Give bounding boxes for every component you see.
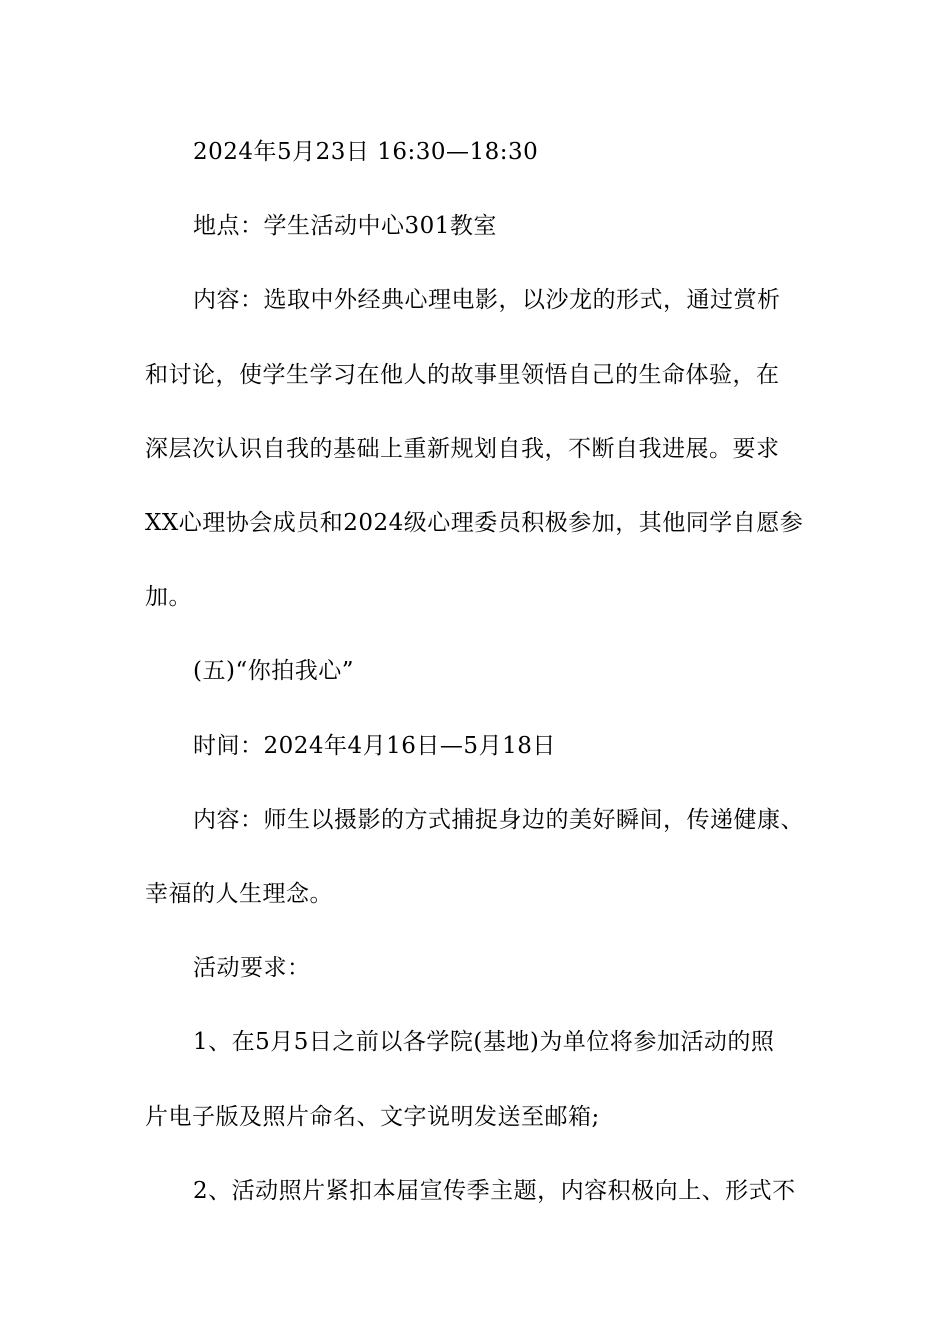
requirement-1-line-1: 1、在5月5日之前以各学院(基地)为单位将参加活动的照 — [193, 1029, 775, 1055]
section-time-line: 时间：2024年4月16日—5月18日 — [193, 733, 556, 759]
event-location-line: 地点：学生活动中心301教室 — [193, 213, 497, 239]
requirements-heading: 活动要求： — [193, 955, 311, 981]
section-content-line-1: 内容：师生以摄影的方式捕捉身边的美好瞬间，传递健康、 — [193, 807, 804, 833]
requirement-1-line-2: 片电子版及照片命名、文字说明发送至邮箱; — [145, 1104, 600, 1130]
content-paragraph-line-2: 和讨论，使学生学习在他人的故事里领悟自己的生命体验，在 — [145, 362, 780, 388]
section-heading: (五)“你拍我心” — [193, 658, 354, 684]
requirement-2-line-1: 2、活动照片紧扣本届宣传季主题，内容积极向上、形式不 — [193, 1178, 796, 1204]
content-paragraph-line-3: 深层次认识自我的基础上重新规划自我，不断自我进展。要求 — [145, 436, 780, 462]
event-time-line: 2024年5月23日 16:30—18:30 — [193, 139, 539, 165]
content-paragraph-line-1: 内容：选取中外经典心理电影，以沙龙的形式，通过赏析 — [193, 287, 781, 313]
section-content-line-2: 幸福的人生理念。 — [145, 881, 333, 907]
content-paragraph-line-4: XX心理协会成员和2024级心理委员积极参加，其他同学自愿参 — [145, 510, 804, 536]
content-paragraph-line-5: 加。 — [145, 584, 192, 610]
